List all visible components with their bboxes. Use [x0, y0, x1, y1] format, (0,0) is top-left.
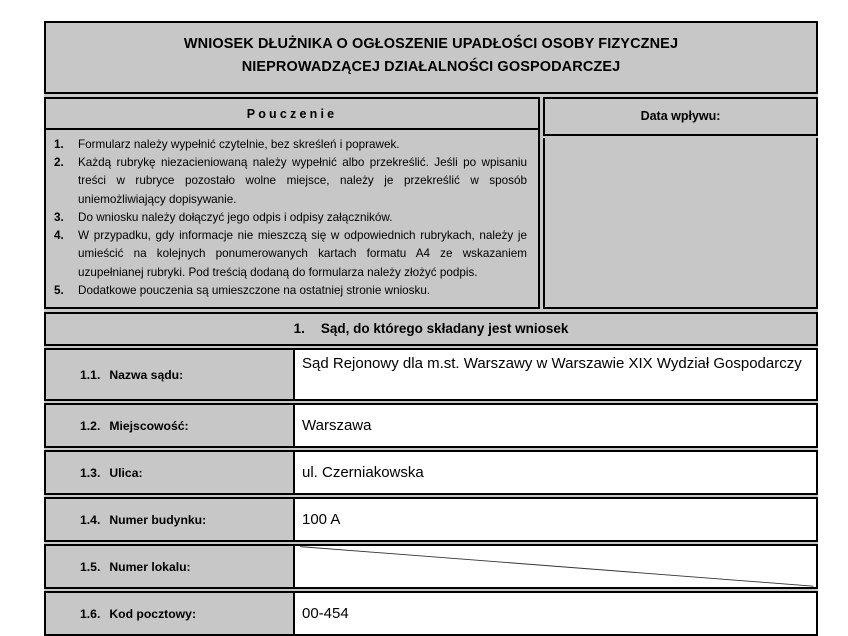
- instruction-number: 4.: [54, 229, 64, 243]
- form-title-line-1: WNIOSEK DŁUŻNIKA O OGŁOSZENIE UPADŁOŚCI OSOBY FIZYCZNEJ: [183, 36, 679, 52]
- field-row-apartment-number: [44, 544, 818, 589]
- field-label-text: Numer lokalu:: [109, 559, 191, 574]
- instruction-item: [52, 209, 527, 227]
- field-value-court-name[interactable]: Sąd Rejonowy dla m.st. Warszawy w Warszawie XIX Wydział Gospodarczy: [293, 350, 816, 399]
- instructions-box: [44, 97, 540, 309]
- instruction-text: W przypadku, gdy informacje nie mieszczą się w odpowiednich rubrykach, należy je umieścić na kolejnych ponumerowanych kartach formatu A4 ze wskazaniem uzupełnianej rubryki. Pod treścią dodaną do formularza należy złożyć podpis.: [78, 229, 527, 279]
- field-label-text: Nazwa sądu:: [109, 367, 184, 382]
- field-label-locality: [46, 405, 293, 446]
- field-value-postal-code[interactable]: 00-454: [293, 593, 816, 634]
- field-row-court-name: [44, 348, 818, 401]
- instructions-and-date-row: [44, 97, 818, 309]
- field-number: 1.2.: [80, 418, 101, 433]
- field-row-locality: [44, 403, 818, 448]
- section-1-fields: [44, 348, 818, 636]
- field-number: 1.5.: [80, 559, 101, 574]
- field-label-postal-code: [46, 593, 293, 634]
- field-row-building-number: [44, 497, 818, 542]
- date-received-field[interactable]: [543, 138, 818, 309]
- field-value-building-number[interactable]: 100 A: [293, 499, 816, 540]
- instruction-number: 1.: [54, 137, 64, 151]
- field-label-text: Miejscowość:: [109, 418, 189, 433]
- instruction-text: Formularz należy wypełnić czytelnie, bez skreśleń i poprawek.: [78, 137, 400, 151]
- field-label-text: Kod pocztowy:: [109, 606, 197, 621]
- instructions-list: [46, 130, 538, 307]
- field-number: 1.1.: [80, 367, 101, 382]
- form-title-line-2: NIEPROWADZĄCEJ DZIAŁALNOŚCI GOSPODARCZEJ: [241, 59, 621, 76]
- date-received-label: Data wpływu:: [543, 97, 818, 136]
- field-number: 1.6.: [80, 606, 101, 621]
- field-number: 1.4.: [80, 512, 101, 527]
- field-value-street[interactable]: ul. Czerniakowska: [293, 452, 816, 493]
- instruction-text: Dodatkowe pouczenia są umieszczone na ostatniej stronie wniosku.: [78, 283, 431, 297]
- field-label-text: Numer budynku:: [109, 512, 207, 527]
- instruction-text: Każdą rubrykę niezacieniowaną należy wypełnić albo przekreślić. Jeśli po wpisaniu treści w rubryce pozostało wolne miejsce, należy je przekreślić w sposób uniemożliwiający dopisywanie.: [78, 156, 527, 206]
- instruction-number: 2.: [54, 156, 64, 170]
- field-label-apartment-number: [46, 546, 293, 587]
- field-row-street: [44, 450, 818, 495]
- field-label-court-name: [46, 350, 293, 399]
- instruction-item: [52, 136, 527, 154]
- form-title-block: [44, 21, 818, 94]
- date-received-column: [543, 97, 818, 309]
- section-1-header: [44, 312, 818, 346]
- instruction-item: [52, 154, 527, 209]
- crossed-out-line-icon: [295, 546, 816, 587]
- instruction-number: 5.: [54, 283, 64, 297]
- instructions-heading: Pouczenie: [46, 99, 538, 130]
- field-row-postal-code: [44, 591, 818, 636]
- instruction-text: Do wniosku należy dołączyć jego odpis i odpisy załączników.: [78, 210, 393, 224]
- field-value-locality[interactable]: Warszawa: [293, 405, 816, 446]
- bankruptcy-petition-form: [44, 21, 818, 636]
- instruction-item: [52, 227, 527, 282]
- instruction-number: 3.: [54, 210, 64, 224]
- field-label-building-number: [46, 499, 293, 540]
- field-value-apartment-number[interactable]: [293, 546, 816, 587]
- field-label-street: [46, 452, 293, 493]
- instruction-item: [52, 282, 527, 300]
- section-1-title: Sąd, do którego składany jest wniosek: [320, 321, 569, 337]
- field-number: 1.3.: [80, 465, 101, 480]
- section-1-number: 1.: [293, 321, 305, 337]
- field-label-text: Ulica:: [109, 465, 143, 480]
